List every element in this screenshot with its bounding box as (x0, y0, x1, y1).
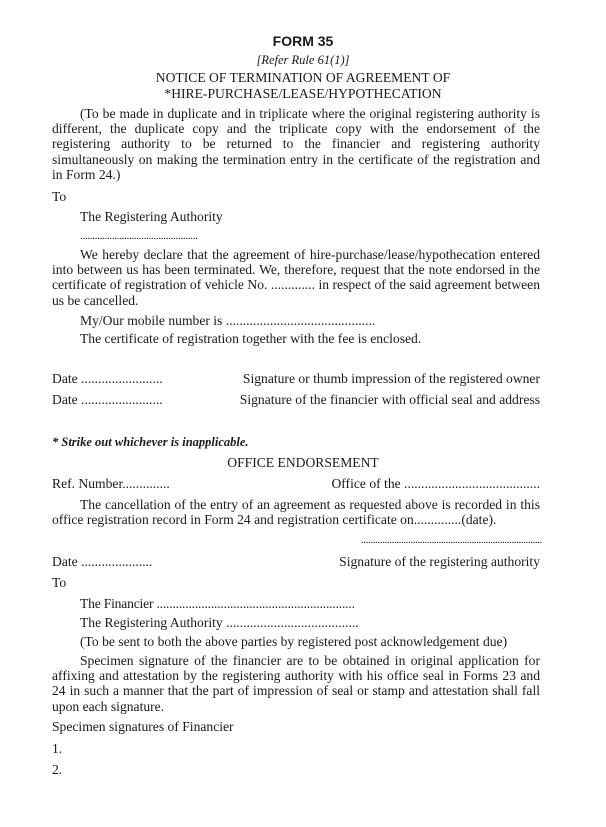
endorsement-date-field[interactable]: Date ..................... (52, 554, 153, 569)
specimen-signatures-heading: Specimen signatures of Financier (52, 719, 234, 734)
registering-authority-field[interactable]: The Registering Authority ....................................... (80, 615, 359, 630)
office-endorsement-heading: OFFICE ENDORSEMENT (227, 455, 379, 470)
specimen-signature-1[interactable]: 1. (52, 741, 63, 756)
specimen-paragraph: Specimen signature of the financier are to be obtained in original application for affixing and attestation by the registering authority with his office seal in Forms 23 and 24 in such a manner that the part of impression of seal or stamp and attestation shall fall upon each signature. (52, 653, 540, 714)
notice-heading-line1: NOTICE OF TERMINATION OF AGREEMENT OF (155, 70, 451, 85)
strike-out-footnote: * Strike out whichever is inapplicable. (52, 435, 249, 449)
specimen-signature-2[interactable]: 2. (52, 762, 63, 777)
send-note: (To be sent to both the above parties by registered post acknowledgement due) (80, 634, 508, 649)
addressee-authority: The Registering Authority (80, 209, 223, 224)
rule-reference: [Refer Rule 61(1)] (256, 53, 350, 67)
ref-number-field[interactable]: Ref. Number.............. (52, 476, 170, 491)
addressee-blank[interactable]: ................................................ (80, 230, 198, 242)
endorsement-to-label: To (52, 575, 67, 590)
registering-authority-signature-blank[interactable]: ............................................................................. (361, 534, 542, 546)
owner-signature-label: Signature or thumb impression of the registered owner (242, 371, 540, 386)
to-label: To (52, 189, 67, 204)
owner-date-field[interactable]: Date ........................ (52, 371, 163, 386)
declaration-paragraph: We hereby declare that the agreement of hire-purchase/lease/hypothecation entered into between us has been terminated. We, therefore, request that the note endorsed in the certificate of registration of vehicle No. ............. in respect of the said agreement between us be cancelled. (52, 247, 540, 308)
financier-date-field[interactable]: Date ........................ (52, 392, 163, 407)
enclosure-line: The certificate of registration together with the fee is enclosed. (80, 331, 422, 346)
financier-signature-label: Signature of the financier with official seal and address (239, 392, 540, 407)
financier-field[interactable]: The Financier .............................................................. (80, 596, 355, 611)
registering-authority-signature-label: Signature of the registering authority (339, 554, 540, 569)
instructions-paragraph: (To be made in duplicate and in triplicate where the original registering authority is different, the duplicate copy and the triplicate copy with the endorsement of the registering authority to be returned to the financier and registering authority simultaneously on making the termination entry in the certificate of the registration and in Form 24.) (52, 106, 540, 182)
mobile-number-line[interactable]: My/Our mobile number is ............................................ (80, 313, 376, 328)
notice-heading-line2: *HIRE-PURCHASE/LEASE/HYPOTHECATION (164, 86, 442, 101)
office-of-field[interactable]: Office of the ........................................ (331, 476, 540, 491)
form-title: FORM 35 (272, 33, 334, 49)
endorsement-paragraph: The cancellation of the entry of an agreement as requested above is recorded in this office registration record in Form 24 and registration certificate on..............(date). (52, 497, 540, 528)
